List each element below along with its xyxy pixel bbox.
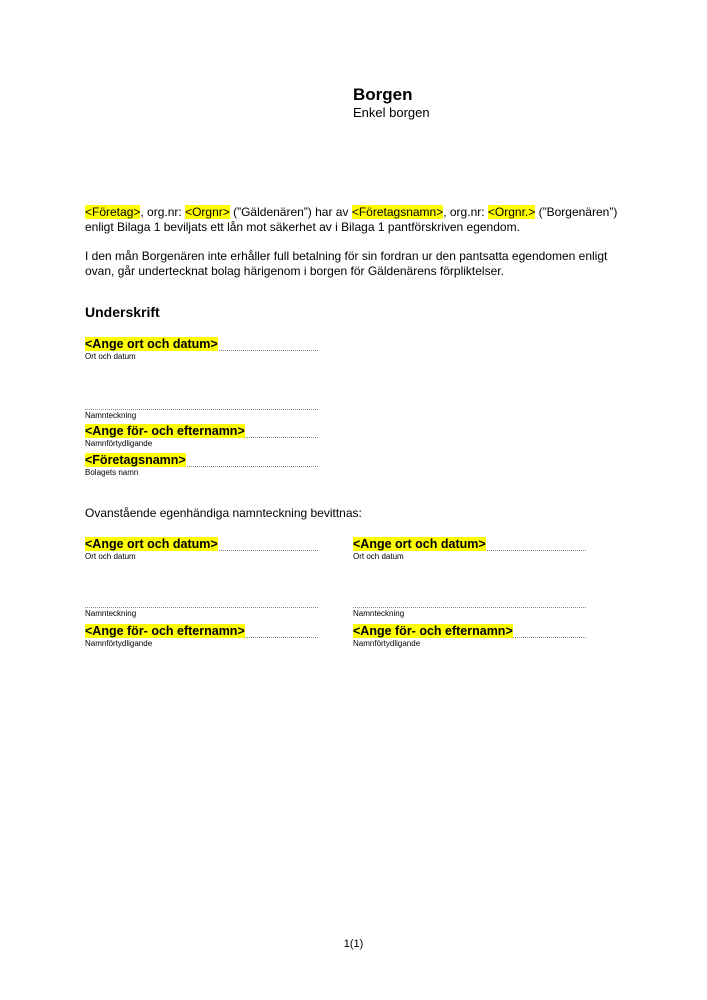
paragraph-text: , org.nr: <box>443 205 488 219</box>
field-label-ort-och-datum: Ort och datum <box>85 352 136 361</box>
intro-paragraph-2: I den mån Borgenären inte erhåller full betalning för sin fordran ur den pantsatta egendomen enligt ovan, går undertecknat bolag härigenom i borgen för Gäldenärens förpliktelser. <box>85 249 608 278</box>
dotted-line <box>353 593 586 608</box>
placeholder-ange-for-och-efternamn[interactable]: <Ange för- och efternamn> <box>85 624 245 638</box>
field-namnfortydligande <box>85 423 318 449</box>
field-label-ort-och-datum: Ort och datum <box>353 552 404 561</box>
field-ort-och-datum <box>85 336 318 362</box>
dotted-line <box>353 623 586 638</box>
placeholder-orgnr[interactable]: <Orgnr> <box>185 205 230 219</box>
intro-paragraph-1 <box>85 205 631 235</box>
document-subtitle: Enkel borgen <box>353 105 430 120</box>
document-title: Borgen <box>353 85 413 104</box>
placeholder-ange-for-och-efternamn[interactable]: <Ange för- och efternamn> <box>85 424 245 438</box>
paragraph-text: (”Gäldenären”) har av <box>229 205 352 219</box>
witness-right-field-ort-och-datum <box>353 536 586 562</box>
witness-right-field-namnfortydligande <box>353 623 586 649</box>
witness-intro: Ovanstående egenhändiga namnteckning bevittnas: <box>85 506 362 520</box>
placeholder-ange-ort-och-datum[interactable]: <Ange ort och datum> <box>353 537 486 551</box>
dotted-line <box>85 623 318 638</box>
placeholder-orgnr-2[interactable]: <Orgnr.> <box>487 205 536 219</box>
dotted-line <box>85 395 318 410</box>
field-label-bolagets-namn: Bolagets namn <box>85 468 139 477</box>
title-block <box>353 85 430 121</box>
dotted-line <box>353 536 586 551</box>
field-label-namnteckning: Namnteckning <box>85 609 137 618</box>
witness-right-field-namnteckning <box>353 593 586 619</box>
field-label-namnteckning: Namnteckning <box>85 411 137 420</box>
field-label-namnfortydligande: Namnförtydligande <box>85 639 153 648</box>
field-label-namnfortydligande: Namnförtydligande <box>85 439 153 448</box>
dotted-line <box>85 593 318 608</box>
dotted-line <box>85 336 318 351</box>
field-bolagets-namn <box>85 452 318 478</box>
field-namnteckning <box>85 395 318 421</box>
page-number: 1(1) <box>343 938 364 950</box>
placeholder-foretag[interactable]: <Företag> <box>85 205 141 219</box>
witness-left-field-namnteckning <box>85 593 318 619</box>
placeholder-ange-ort-och-datum[interactable]: <Ange ort och datum> <box>85 537 218 551</box>
dotted-line <box>85 452 318 467</box>
dotted-line <box>85 536 318 551</box>
witness-left-field-namnfortydligande <box>85 623 318 649</box>
witness-left-field-ort-och-datum <box>85 536 318 562</box>
placeholder-foretagsnamn-field[interactable]: <Företagsnamn> <box>85 453 186 467</box>
dotted-line <box>85 423 318 438</box>
heading-underskrift: Underskrift <box>85 304 160 320</box>
paragraph-text: (”Borgenären”) enligt Bilaga 1 beviljats ett lån mot säkerhet av i Bilaga 1 pantförskriven egendom. <box>85 205 618 234</box>
placeholder-ange-for-och-efternamn[interactable]: <Ange för- och efternamn> <box>353 624 513 638</box>
paragraph-text: , org.nr: <box>140 205 186 219</box>
placeholder-foretagsnamn[interactable]: <Företagsnamn> <box>351 205 444 219</box>
field-label-ort-och-datum: Ort och datum <box>85 552 136 561</box>
field-label-namnfortydligande: Namnförtydligande <box>353 639 421 648</box>
field-label-namnteckning: Namnteckning <box>353 609 405 618</box>
placeholder-ange-ort-och-datum[interactable]: <Ange ort och datum> <box>85 337 218 351</box>
